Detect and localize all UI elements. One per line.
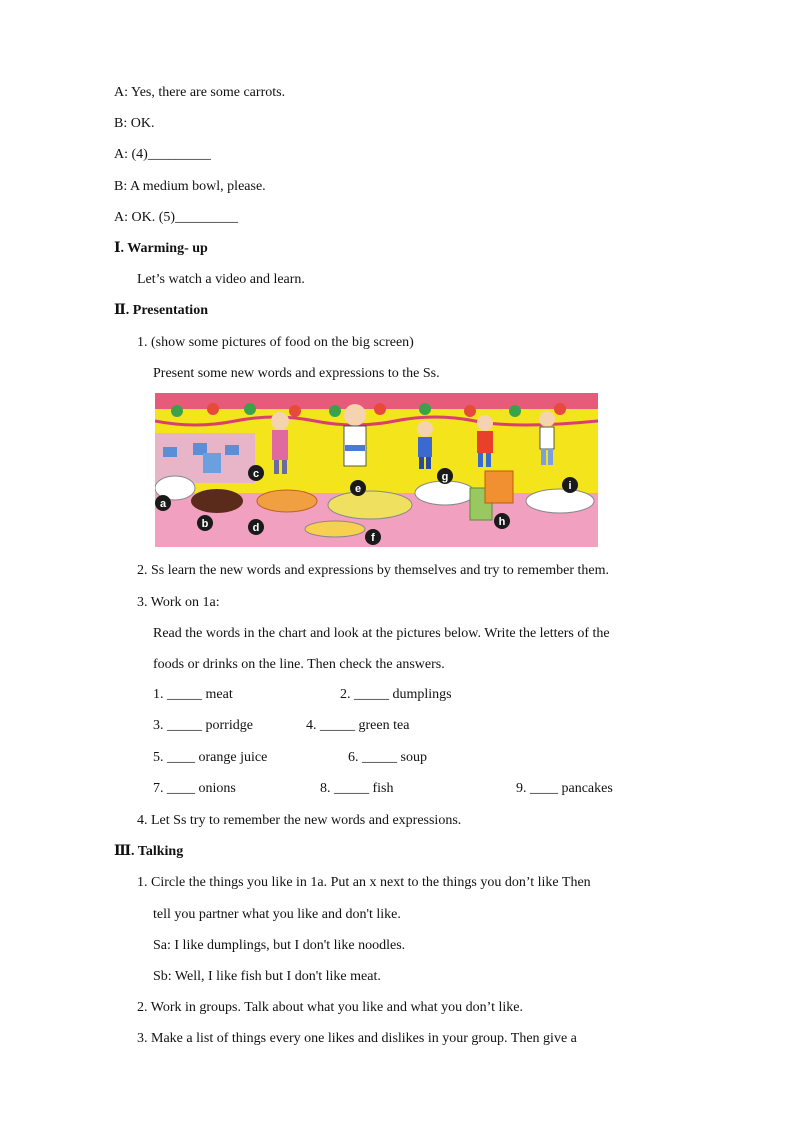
vocab-item-dumplings[interactable]: 2. _____ dumplings	[340, 687, 452, 702]
presentation-step-4: 4. Let Ss try to remember the new words and expressions.	[137, 813, 462, 828]
vocab-item-onions[interactable]: 7. ____ onions	[153, 781, 236, 796]
presentation-step-2: 2. Ss learn the new words and expressions by themselves and try to remember them.	[137, 563, 610, 578]
step-3-instruction-line-2: foods or drinks on the line. Then check the answers.	[153, 657, 445, 672]
section1-text: Let’s watch a video and learn.	[137, 272, 305, 287]
vocab-item-meat[interactable]: 1. _____ meat	[153, 687, 233, 702]
talking-step-1-line-2: tell you partner what you like and don't like.	[153, 907, 401, 922]
section-heading-warming-up: Ⅰ. Warming- up	[114, 241, 208, 256]
presentation-step-3: 3. Work on 1a:	[137, 595, 220, 610]
dialogue-line-1: A: Yes, there are some carrots.	[114, 85, 286, 100]
vocab-item-orange-juice[interactable]: 5. ____ orange juice	[153, 750, 268, 765]
food-illustration	[155, 393, 598, 547]
picture-label-e: e	[354, 483, 362, 495]
picture-label-b: b	[201, 518, 209, 530]
talking-step-1-line-1: 1. Circle the things you like in 1a. Put an x next to the things you don’t like Then	[137, 875, 591, 890]
presentation-step-1-sub: Present some new words and expressions to the Ss.	[153, 366, 440, 381]
vocab-item-pancakes[interactable]: 9. ____ pancakes	[516, 781, 613, 796]
picture-label-c: c	[252, 468, 260, 480]
section-heading-presentation: Ⅱ. Presentation	[114, 303, 208, 318]
picture-label-h: h	[498, 516, 506, 528]
step-3-instruction-line-1: Read the words in the chart and look at the pictures below. Write the letters of the	[153, 626, 610, 641]
talking-example-sa: Sa: I like dumplings, but I don't like noodles.	[153, 938, 406, 953]
vocab-item-porridge[interactable]: 3. _____ porridge	[153, 718, 253, 733]
talking-example-sb: Sb: Well, I like fish but I don't like meat.	[153, 969, 381, 984]
talking-step-2: 2. Work in groups. Talk about what you like and what you don’t like.	[137, 1000, 523, 1015]
dialogue-line-4: B: A medium bowl, please.	[114, 179, 266, 194]
vocab-item-soup[interactable]: 6. _____ soup	[348, 750, 427, 765]
picture-label-i: i	[568, 480, 572, 492]
dialogue-line-3: A: (4)_________	[114, 147, 211, 162]
vocab-item-fish[interactable]: 8. _____ fish	[320, 781, 394, 796]
section-heading-talking: Ⅲ. Talking	[114, 844, 184, 859]
dialogue-line-2: B: OK.	[114, 116, 155, 131]
picture-label-g: g	[441, 471, 449, 483]
vocab-item-green-tea[interactable]: 4. _____ green tea	[306, 718, 410, 733]
presentation-step-1: 1. (show some pictures of food on the big screen)	[137, 335, 414, 350]
picture-label-a: a	[159, 498, 167, 510]
picture-label-d: d	[252, 522, 260, 534]
dialogue-line-5: A: OK. (5)_________	[114, 210, 239, 225]
talking-step-3: 3. Make a list of things every one likes and dislikes in your group. Then give a	[137, 1031, 577, 1046]
picture-label-f: f	[371, 532, 375, 544]
